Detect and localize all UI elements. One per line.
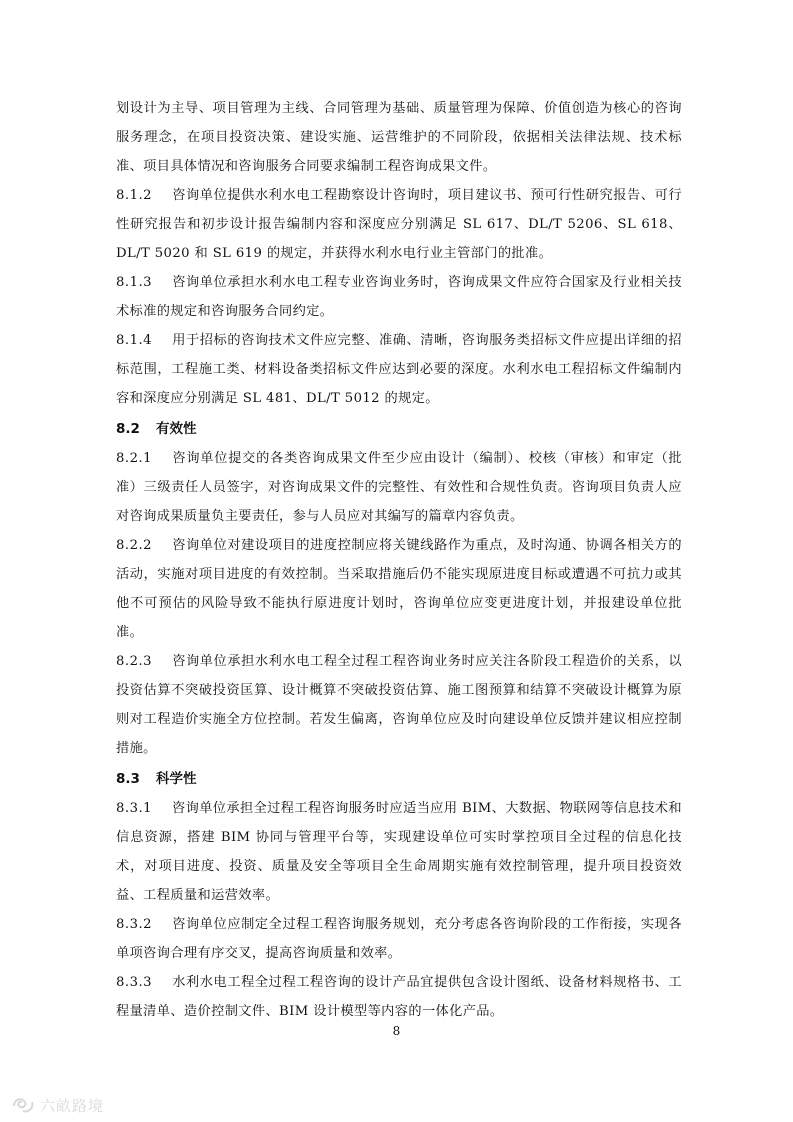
clause-number: 8.1.4 (116, 333, 153, 348)
clause-8-3-1 (116, 794, 682, 910)
clause-8-2-1 (116, 444, 682, 531)
clause-8-2-3 (116, 647, 682, 763)
clause-8-1-2 (116, 181, 682, 268)
clause-text: 咨询单位应制定全过程工程咨询服务规划，充分考虑各咨询阶段的工作衔接，实现各单项咨询合理有序交叉，提高咨询质量和效率。 (116, 917, 682, 961)
clause-number: 8.2.3 (116, 654, 153, 669)
section-heading-8-2 (116, 415, 682, 444)
paragraph-text: 划设计为主导、项目管理为主线、合同管理为基础、质量管理为保障、价值创造为核心的咨询服务理念，在项目投资决策、建设实施、运营维护的不同阶段，依据相关法律法规、技术标准、项目具体情况和咨询服务合同要求编制工程咨询成果文件。 (116, 101, 682, 174)
watermark (10, 1094, 104, 1116)
watermark-text: 六畝路境 (40, 1096, 105, 1115)
clause-8-3-2 (116, 910, 682, 968)
page-number: 8 (392, 1024, 401, 1038)
clause-8-1-4 (116, 326, 682, 413)
clause-number: 8.3.3 (116, 975, 153, 990)
clause-text: 水利水电工程全过程工程咨询的设计产品宜提供包含设计图纸、设备材料规格书、工程量清单、造价控制文件、BIM 设计模型等内容的一体化产品。 (116, 975, 682, 1019)
clause-8-3-3 (116, 968, 682, 1026)
clause-text: 咨询单位对建设项目的进度控制应将关键线路作为重点，及时沟通、协调各相关方的活动，实施对项目进度的有效控制。当采取措施后仍不能实现原进度目标或遭遇不可抗力或其他不可预估的风险导致不能执行原进度计划时，咨询单位应变更进度计划，并报建设单位批准。 (116, 538, 682, 640)
clause-8-1-3 (116, 268, 682, 326)
clause-number: 8.2.2 (116, 538, 153, 553)
section-number: 8.2 (116, 421, 140, 437)
clause-number: 8.3.2 (116, 917, 153, 932)
section-title: 科学性 (156, 771, 197, 787)
clause-text: 咨询单位承担水利水电工程全过程工程咨询业务时应关注各阶段工程造价的关系，以投资估算不突破投资匡算、设计概算不突破投资估算、施工图预算和结算不突破设计概算为原则对工程造价实施全方位控制。若发生偏离，咨询单位应及时向建设单位反馈并建议相应控制措施。 (116, 654, 682, 756)
clause-8-2-2 (116, 531, 682, 647)
logo-swirl-icon (10, 1094, 36, 1116)
document-body (116, 94, 682, 1026)
paragraph-continued (116, 94, 682, 181)
clause-text: 咨询单位承担全过程工程咨询服务时应适当应用 BIM、大数据、物联网等信息技术和信息资源，搭建 BIM 协同与管理平台等，实现建设单位可实时掌控项目全过程的信息化技术，对项目进度、投资、质量及安全等项目全生命周期实施有效控制管理，提升项目投资效益、工程质量和运营效率。 (116, 801, 682, 903)
clause-number: 8.1.3 (116, 275, 153, 290)
section-title: 有效性 (156, 421, 197, 437)
clause-text: 咨询单位承担水利水电工程专业咨询业务时，咨询成果文件应符合国家及行业相关技术标准的规定和咨询服务合同约定。 (116, 275, 682, 319)
clause-number: 8.2.1 (116, 451, 153, 466)
clause-text: 用于招标的咨询技术文件应完整、准确、清晰，咨询服务类招标文件应提出详细的招标范围，工程施工类、材料设备类招标文件应达到必要的深度。水利水电工程招标文件编制内容和深度应分别满足 SL 481、DL/T 5012 的规定。 (116, 333, 682, 406)
section-heading-8-3 (116, 765, 682, 794)
clause-text: 咨询单位提供水利水电工程勘察设计咨询时，项目建议书、预可行性研究报告、可行性研究报告和初步设计报告编制内容和深度应分别满足 SL 617、DL/T 5206、SL 618、DL/T 5020 和 SL 619 的规定，并获得水利水电行业主管部门的批准。 (116, 188, 682, 261)
clause-text: 咨询单位提交的各类咨询成果文件至少应由设计（编制）、校核（审核）和审定（批准）三级责任人员签字，对咨询成果文件的完整性、有效性和合规性负责。咨询项目负责人应对咨询成果质量负主要责任，参与人员应对其编写的篇章内容负责。 (116, 451, 682, 524)
clause-number: 8.3.1 (116, 801, 153, 816)
clause-number: 8.1.2 (116, 188, 153, 203)
section-number: 8.3 (116, 771, 140, 787)
